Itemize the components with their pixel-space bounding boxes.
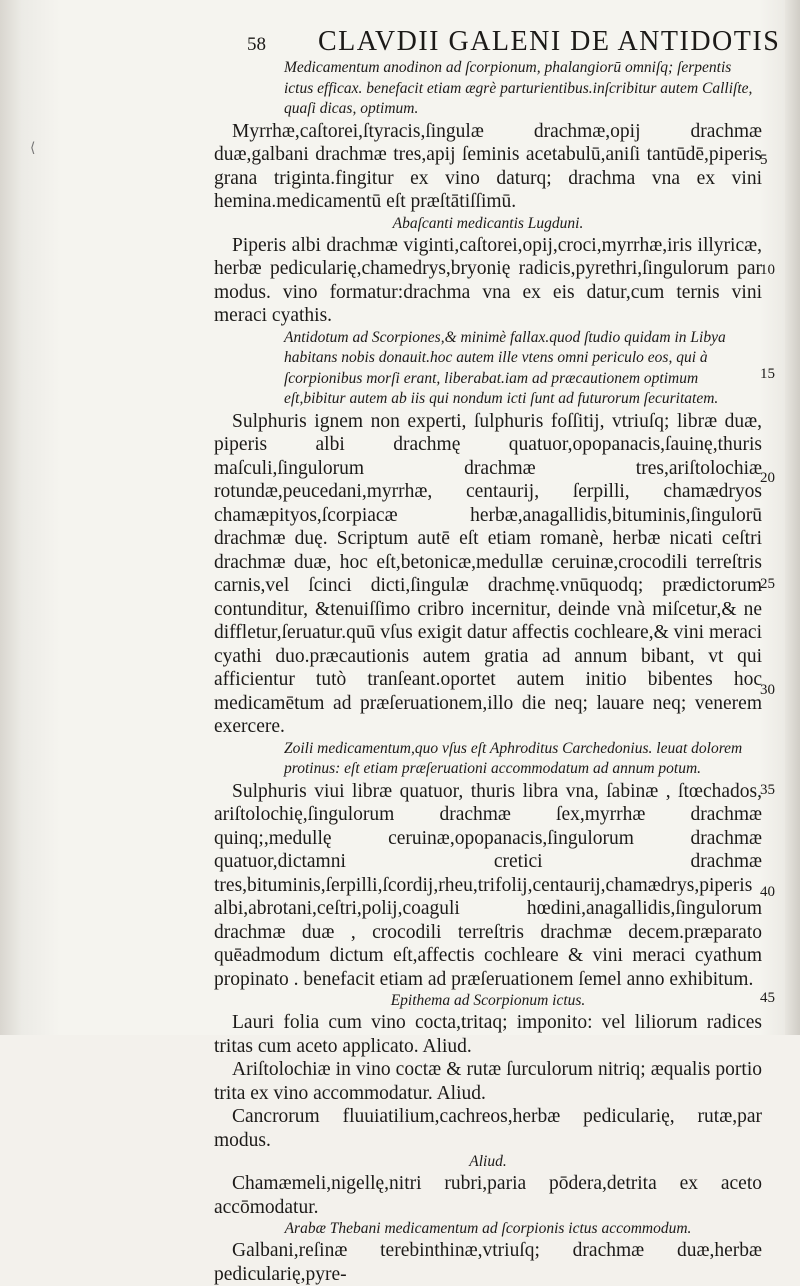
page-edge-shadow — [785, 0, 800, 1035]
paragraph: Chamæmeli,nigellę,nitri rubri,paria pōdera,detrita ex aceto accōmodatur. — [214, 1173, 762, 1218]
paragraph: Myrrhæ,caſtorei,ſtyracis,ſingulæ drachmæ,opij drachmæ duæ,galbani drachmæ tres,apij ſeminis acetabulū,aniſi tantūdē,piperis grana triginta.fingitur ex vino daturq; drachma vna ex vini hemina.medicamentū eſt præſtātiſſimū. — [214, 120, 762, 212]
page-number: 58 — [247, 34, 266, 55]
line-number-45: 45 — [760, 990, 775, 1006]
margin-mark: ⟨ — [30, 141, 36, 156]
italic-preface: Zoili medicamentum,quo vſus eſt Aphroditus Carchedonius. leuat dolorem protinus: eſt etiam præſeruationi accommodatum ad annum potum. — [284, 739, 743, 777]
line-number-30: 30 — [760, 682, 775, 698]
text-body — [214, 58, 762, 1286]
line-number-10: 10 — [760, 262, 775, 278]
rubric-heading: Abaſcanti medicantis Lugduni. — [392, 214, 584, 232]
paragraph: Sulphuris ignem non experti, ſulphuris foſſitij, vtriuſq; libræ duæ, piperis albi drachmę quatuor,opopanacis,ſauinę,thuris maſculi,ſingulorum drachmæ tres,ariſtolochiæ rotundæ,peucedani,myrrhæ, centaurij, ſerpilli, chamædryos chamæpityos,ſcorpiacæ herbæ,anagallidis,bituminis,ſingulorū drachmæ duę. Scriptum autē eſt etiam romanè, herbæ nicati ceſtri drachmæ duæ, hoc eſt,betonicæ,medullæ ceruinæ,crocodili terreſtris carnis,vel ſcinci dicti,ſingulæ drachmę.vnūquodq; prædictorum contunditur, &tenuiſſimo cribro incernitur, deinde vnà miſcetur,& ne diffletur,ſeruatur.quū vſus exigit datur affectis cochleare,& vini meraci cyathi duo.præcautionis autem gratia ad annum bibant, vt qui afficientur tutò tranſeant.oportet autem initio bibentes hoc medicamētum ad præſeruationem,illo die neq; lauare neq; venerem exercere. — [214, 410, 762, 737]
paragraph: Piperis albi drachmæ viginti,caſtorei,opij,croci,myrrhæ,iris illyricæ, herbæ pedicularię,chamedrys,bryonię radicis,pyrethri,ſingulorum par modus. vino formatur:drachma vna ex eis datur,cum ternis vini meraci cyathis. — [214, 234, 762, 326]
paragraph: Galbani,reſinæ terebinthinæ,vtriuſq; drachmæ duæ,herbæ pedicularię,pyre- — [214, 1240, 762, 1285]
line-number-40: 40 — [760, 884, 775, 900]
paragraph: Lauri folia cum vino cocta,tritaq; imponito: vel liliorum radices tritas cum aceto applicato. Aliud. — [214, 1012, 762, 1057]
paragraph: Sulphuris viui libræ quatuor, thuris libra vna, ſabinæ , ſtœchados, ariſtolochię,ſingulorum drachmæ ſex,myrrhæ drachmæ quinq;,medullę ceruinæ,opopanacis,ſingulorum drachmæ quatuor,dictamni cretici drachmæ tres,bituminis,ſerpilli,ſcordij,rheu,trifolij,centaurij,chamædrys,piperis albi,abrotani,ceſtri,polij,coaguli hœdini,anagallidis,ſingulorum drachmæ duæ , crocodili terreſtris drachmæ decem.præparato quēadmodum dictum eſt,affectis cochleare & vini meraci cyathum propinato . benefacit etiam ad præſeruationem ſemel anno exhibitum. — [214, 780, 762, 990]
rubric-heading: Arabæ Thebani medicamentum ad ſcorpionis ictus accommodum. — [284, 1220, 692, 1237]
page-header — [0, 26, 800, 62]
line-number-35: 35 — [760, 782, 775, 798]
rubric-heading: Epithema ad Scorpionum ictus. — [390, 992, 586, 1009]
paragraph: Cancrorum fluuiatilium,cachreos,herbæ pedicularię, rutæ,par modus. — [214, 1106, 762, 1151]
rubric-heading: Aliud. — [469, 1153, 507, 1170]
line-number-20: 20 — [760, 470, 775, 486]
italic-preface: Antidotum ad Scorpiones,& minimè fallax.quod ſtudio quidam in Libya habitans nobis donauit.hoc autem ille vtens omni periculo eos, qui à ſcorpionibus morſi erant, liberabat.iam ad præcautionem optimum eſt,bibitur autem ab iis qui nondum icti ſunt ad futurorum ſecuritatem. — [284, 328, 726, 407]
paragraph: Ariſtolochiæ in vino coctæ & rutæ ſurculorum nitriq; æqualis portio trita ex vino accommodatur. Aliud. — [214, 1059, 762, 1104]
line-number-5: 5 — [760, 152, 768, 168]
line-number-15: 15 — [760, 366, 775, 382]
italic-preface: Medicamentum anodinon ad ſcorpionum, phalangiorū omniſq; ſerpentis ictus efficax. benefacit etiam ægrè parturientibus.inſcribitur autem Calliſte, quaſi dicas, optimum. — [284, 59, 753, 117]
line-number-25: 25 — [760, 576, 775, 592]
running-title: CLAVDII GALENI DE ANTIDOTIS — [318, 26, 781, 57]
